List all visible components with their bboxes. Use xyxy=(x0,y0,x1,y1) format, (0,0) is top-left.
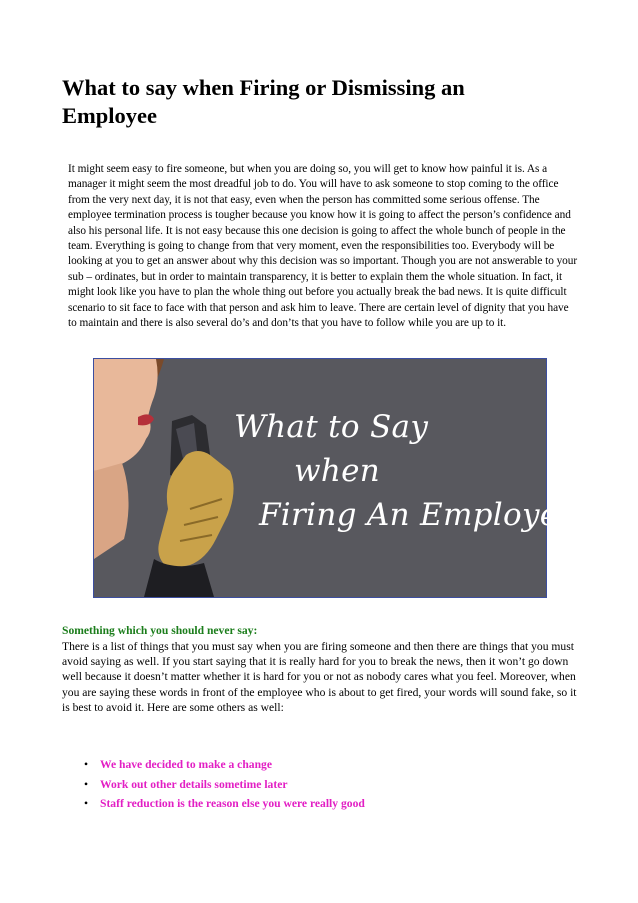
hero-image xyxy=(93,358,594,598)
hero-caption xyxy=(94,359,594,597)
hero-line-1: What to Say xyxy=(234,409,429,445)
section-heading: Something which you should never say: xyxy=(62,624,258,637)
intro-paragraph: It might seem easy to fire someone, but when you are doing so, you will get to know how painful it is. As a manager it might seem the most dreadful job to do. You will have to ask someone to stop coming to the office from the very next day, it is not that easy, even when the person has committed some serious offense. The employee termination process is tougher because you know how it is going to affect the person’s confidence and also his personal life. It is not easy because this one decision is going to affect the whole bunch of people in the team. Everything is going to change from that very moment, even the responsibilities too. Everybody will be looking at you to get an answer about why this decision was so important. Though you are not answerable to your sub – ordinates, but in order to maintain transparency, it is better to explain them the whole situation. In fact, it might look like you have to plan the whole thing out before you actually break the bad news. It is quite difficult scenario to sit face to face with that person and ask him to leave. There are certain level of dignity that you have to maintain and there is also several do’s and don’ts that you have to follow while you are up to it. xyxy=(68,163,578,330)
bullet-icon: • xyxy=(84,797,89,810)
bullet-text: We have decided to make a change xyxy=(100,758,272,771)
list-item xyxy=(80,755,365,775)
bullet-icon: • xyxy=(84,758,89,771)
hero-line-3: Firing An Employee? xyxy=(259,497,594,533)
bullet-icon: • xyxy=(84,777,89,791)
list-item xyxy=(80,775,365,795)
page-title: What to say when Firing or Dismissing an Employee xyxy=(62,75,465,128)
bullet-text: Work out other details sometime later xyxy=(100,777,288,791)
bullet-text: Staff reduction is the reason else you were really good xyxy=(100,797,365,810)
bullet-list xyxy=(80,755,365,814)
list-item xyxy=(80,794,365,814)
section-body: There is a list of things that you must say when you are firing someone and then there are things that you must avoid saying as well. If you start saying that it is really hard for you to break the news, then it won’t go down well because it doesn’t matter whether it is hard for you or not as nobody cares what you feel. Moreover, when you are saying these words in front of the employee who is about to get fired, your words will sound fake, so it is best to avoid it. Here are some others as well: xyxy=(62,640,577,714)
hero-line-2: when xyxy=(294,453,381,489)
